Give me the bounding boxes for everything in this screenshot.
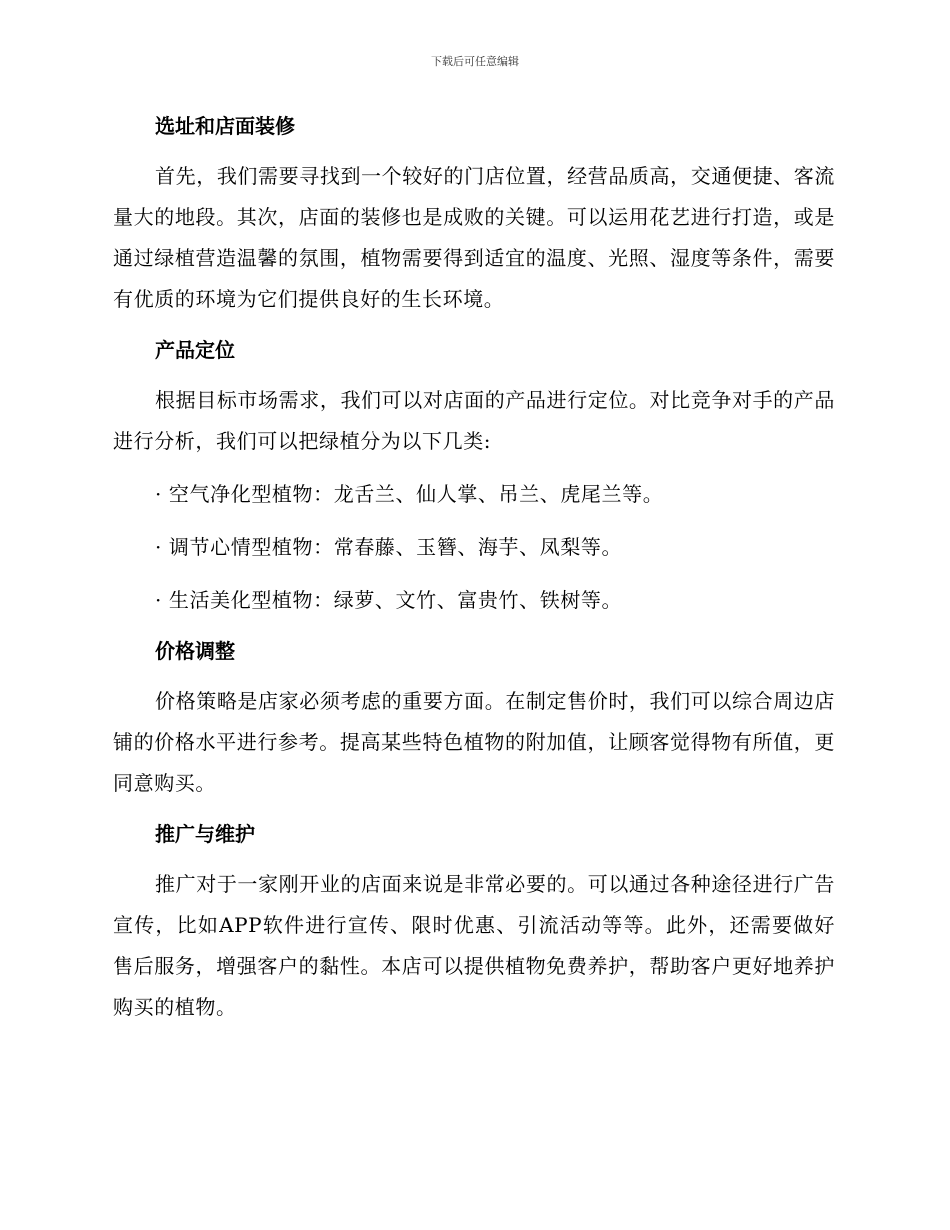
paragraph-site-decoration: 首先，我们需要寻找到一个较好的门店位置，经营品质高，交通便捷、客流量大的地段。其次，店面的装修也是成败的关键。可以运用花艺进行打造，或是通过绿植营造温馨的氛围，植物需要得到适宜的温度、光照、湿度等条件，需要有优质的环境为它们提供良好的生长环境。 bbox=[113, 164, 835, 311]
section-heading-pricing: 价格调整 bbox=[155, 639, 235, 663]
bullet-decorative-plants: · 生活美化型植物：绿萝、文竹、富贵竹、铁树等。 bbox=[155, 588, 623, 612]
section-heading-product-positioning: 产品定位 bbox=[155, 338, 235, 362]
section-heading-site-decoration: 选址和店面装修 bbox=[155, 114, 295, 138]
section-heading-promotion: 推广与维护 bbox=[155, 822, 255, 846]
bullet-mood-plants: · 调节心情型植物：常春藤、玉簪、海芋、凤梨等。 bbox=[155, 535, 623, 559]
bullet-air-purifying-plants: · 空气净化型植物：龙舌兰、仙人掌、吊兰、虎尾兰等。 bbox=[155, 482, 664, 506]
header-note: 下载后可任意编辑 bbox=[431, 55, 519, 68]
paragraph-promotion: 推广对于一家刚开业的店面来说是非常必要的。可以通过各种途径进行广告宣传，比如APP软件进行宣传、限时优惠、引流活动等等。此外，还需要做好售后服务，增强客户的黏性。本店可以提供植物免费养护，帮助客户更好地养护购买的植物。 bbox=[113, 872, 835, 1019]
paragraph-product-positioning: 根据目标市场需求，我们可以对店面的产品进行定位。对比竞争对手的产品进行分析，我们可以把绿植分为以下几类: bbox=[113, 388, 835, 453]
paragraph-pricing: 价格策略是店家必须考虑的重要方面。在制定售价时，我们可以综合周边店铺的价格水平进行参考。提高某些特色植物的附加值，让顾客觉得物有所值，更同意购买。 bbox=[113, 689, 835, 795]
document-body bbox=[113, 108, 835, 1040]
